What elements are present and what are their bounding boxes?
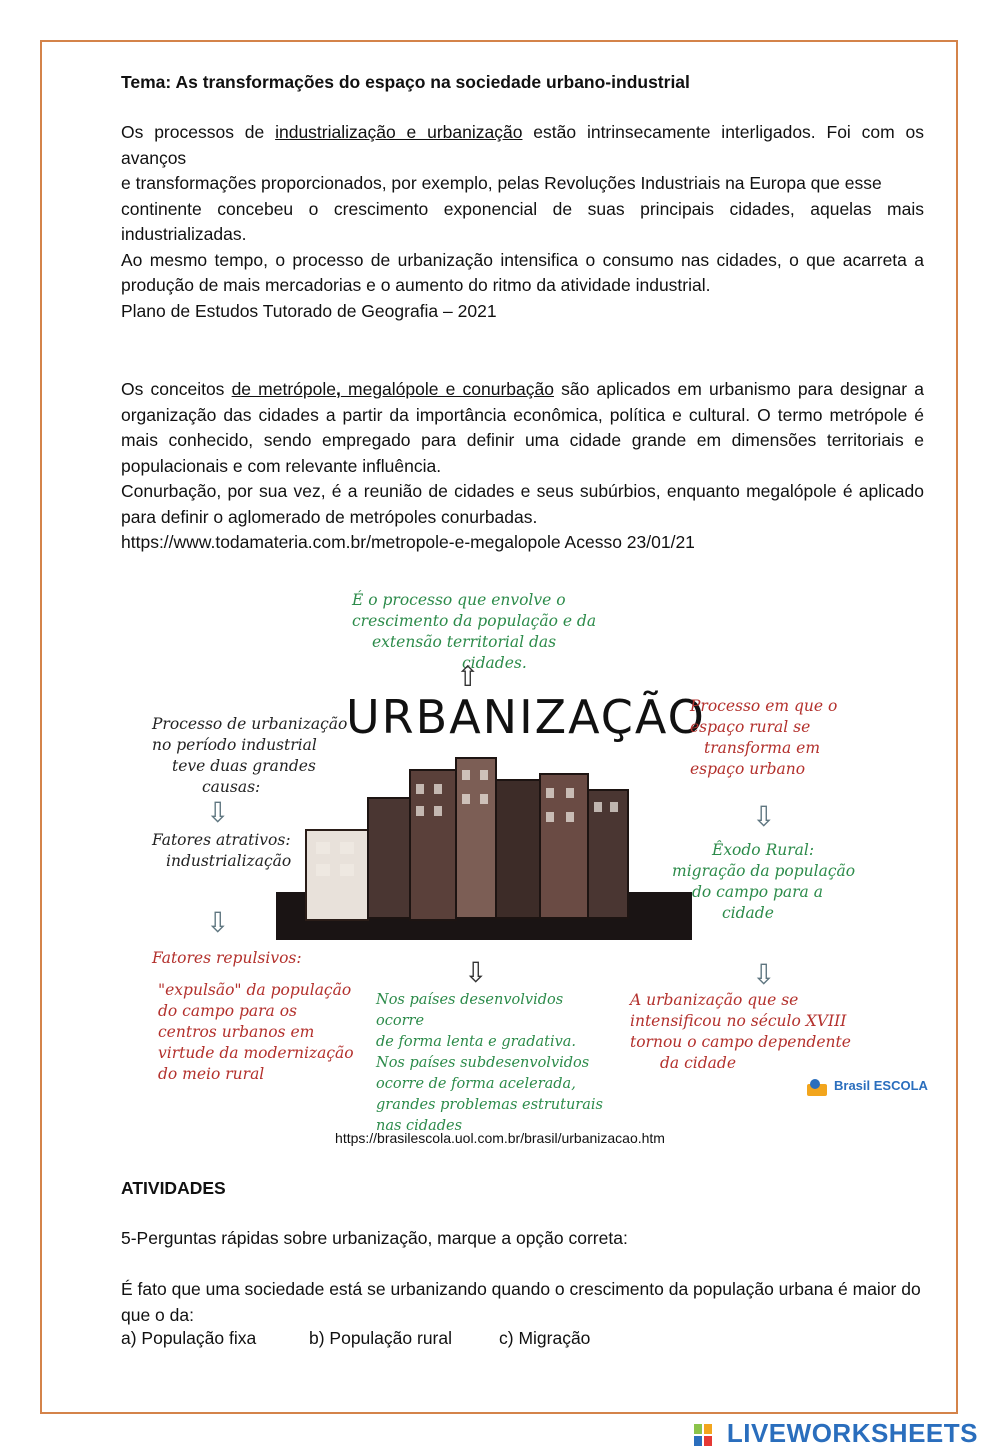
building bbox=[368, 798, 410, 918]
mindmap-right-top: Processo em que o espaço rural se transforma em espaço urbano bbox=[690, 697, 838, 778]
para1-line3: continente concebeu o crescimento exponencial de suas principais cidades, aquelas mais industrializadas. bbox=[121, 198, 924, 244]
mindmap-center-note: Nos países desenvolvidos ocorre de forma lenta e gradativa. Nos países subdesenvolvidos ocorre de forma acelerada, grandes problemas estruturais nas cidades bbox=[376, 992, 603, 1134]
building bbox=[456, 758, 496, 918]
building bbox=[306, 830, 368, 920]
option-b[interactable]: b) População rural bbox=[309, 1328, 452, 1348]
para1-line4: Ao mesmo tempo, o processo de urbanização intensifica o consumo nas cidades, o que acarreta a produção de mais mercadorias e o aumento do ritmo da atividade industrial. bbox=[121, 249, 924, 295]
mindmap-left-attractive: Fatores atrativos: industrialização bbox=[152, 831, 292, 870]
activity-question: É fato que uma sociedade está se urbanizando quando o crescimento da população urbana é maior do que o da: bbox=[121, 1279, 921, 1325]
building bbox=[496, 780, 540, 918]
mindmap-left-repulsive-title: Fatores repulsivos: bbox=[152, 949, 302, 967]
down-arrow-icon: ⇩ bbox=[206, 797, 230, 828]
para2-pre: Os conceitos bbox=[121, 379, 232, 399]
option-a[interactable]: a) População fixa bbox=[121, 1328, 257, 1348]
mindmap-title: URBANIZAÇÃO bbox=[346, 690, 706, 744]
up-arrow-icon: ⇧ bbox=[456, 661, 480, 692]
para2-comma: , bbox=[336, 379, 341, 399]
brasil-escola-brand: Brasil ESCOLA bbox=[834, 1078, 928, 1093]
para2-line2: Conurbação, por sua vez, é a reunião de cidades e seus subúrbios, enquanto megalópole é aplicado para definir o aglomerado de metrópoles conurbadas. bbox=[121, 481, 924, 527]
mindmap-left-repulsive: "expulsão" da população do campo para os centros urbanos em virtude da modernização do meio rural bbox=[158, 981, 354, 1083]
brasil-escola-logo-icon bbox=[806, 1078, 830, 1098]
liveworksheets-brand: LIVEWORKSHEETS bbox=[726, 1418, 978, 1448]
city-buildings-illustration bbox=[276, 740, 692, 940]
activities-heading: ATIVIDADES bbox=[121, 1178, 226, 1198]
concepts-paragraph bbox=[121, 377, 924, 556]
para1-underlined: industrialização e urbanização bbox=[275, 122, 523, 142]
answer-options bbox=[121, 1326, 924, 1352]
down-arrow-icon: ⇩ bbox=[206, 907, 230, 938]
down-arrow-icon: ⇩ bbox=[752, 959, 776, 990]
mindmap-right-mid: Êxodo Rural: migração da população do campo para a cidade bbox=[672, 841, 856, 922]
activity-instruction: 5-Perguntas rápidas sobre urbanização, marque a opção correta: bbox=[121, 1228, 628, 1248]
mindmap-right-bottom: A urbanização que se intensificou no século XVIII tornou o campo dependente da cidade bbox=[630, 991, 851, 1072]
down-arrow-icon: ⇩ bbox=[464, 957, 488, 988]
para2-source: https://www.todamateria.com.br/metropole-e-megalopole Acesso 23/01/21 bbox=[121, 532, 695, 552]
mindmap-left-note: Processo de urbanização no período industrial teve duas grandes causas: bbox=[152, 715, 348, 796]
para1-pre: Os processos de bbox=[121, 122, 276, 142]
page-title: Tema: As transformações do espaço na sociedade urbano-industrial bbox=[121, 72, 690, 92]
intro-paragraph bbox=[121, 120, 924, 324]
para1-line2: e transformações proporcionados, por exemplo, pelas Revoluções Industriais na Europa que esse bbox=[121, 173, 882, 193]
down-arrow-icon: ⇩ bbox=[752, 801, 776, 832]
option-c[interactable]: c) Migração bbox=[499, 1328, 591, 1348]
para1-post: estão intrinsecamente interligados. Foi com os avanços bbox=[121, 122, 925, 168]
mindmap-top-note: É o processo que envolve o crescimento da população e da extensão territorial das cidades. bbox=[352, 591, 597, 672]
para2-post: são aplicados em urbanismo para designar a organização das cidades a partir da importância econômica, política e cultural. O termo metrópole é mais conhecido, sendo empregado para definir uma cidade grande em dimensões territoriais e populacionais e com relevante influência. bbox=[121, 379, 924, 476]
image-source-link[interactable]: https://brasilescola.uol.com.br/brasil/urbanizacao.htm bbox=[335, 1130, 665, 1146]
para1-source: Plano de Estudos Tutorado de Geografia – 2021 bbox=[121, 300, 497, 321]
para2-underlined-b: megalópole e conurbação bbox=[340, 379, 554, 399]
para2-underlined-a: de metrópole bbox=[231, 379, 336, 399]
liveworksheets-logo-icon bbox=[694, 1424, 712, 1446]
